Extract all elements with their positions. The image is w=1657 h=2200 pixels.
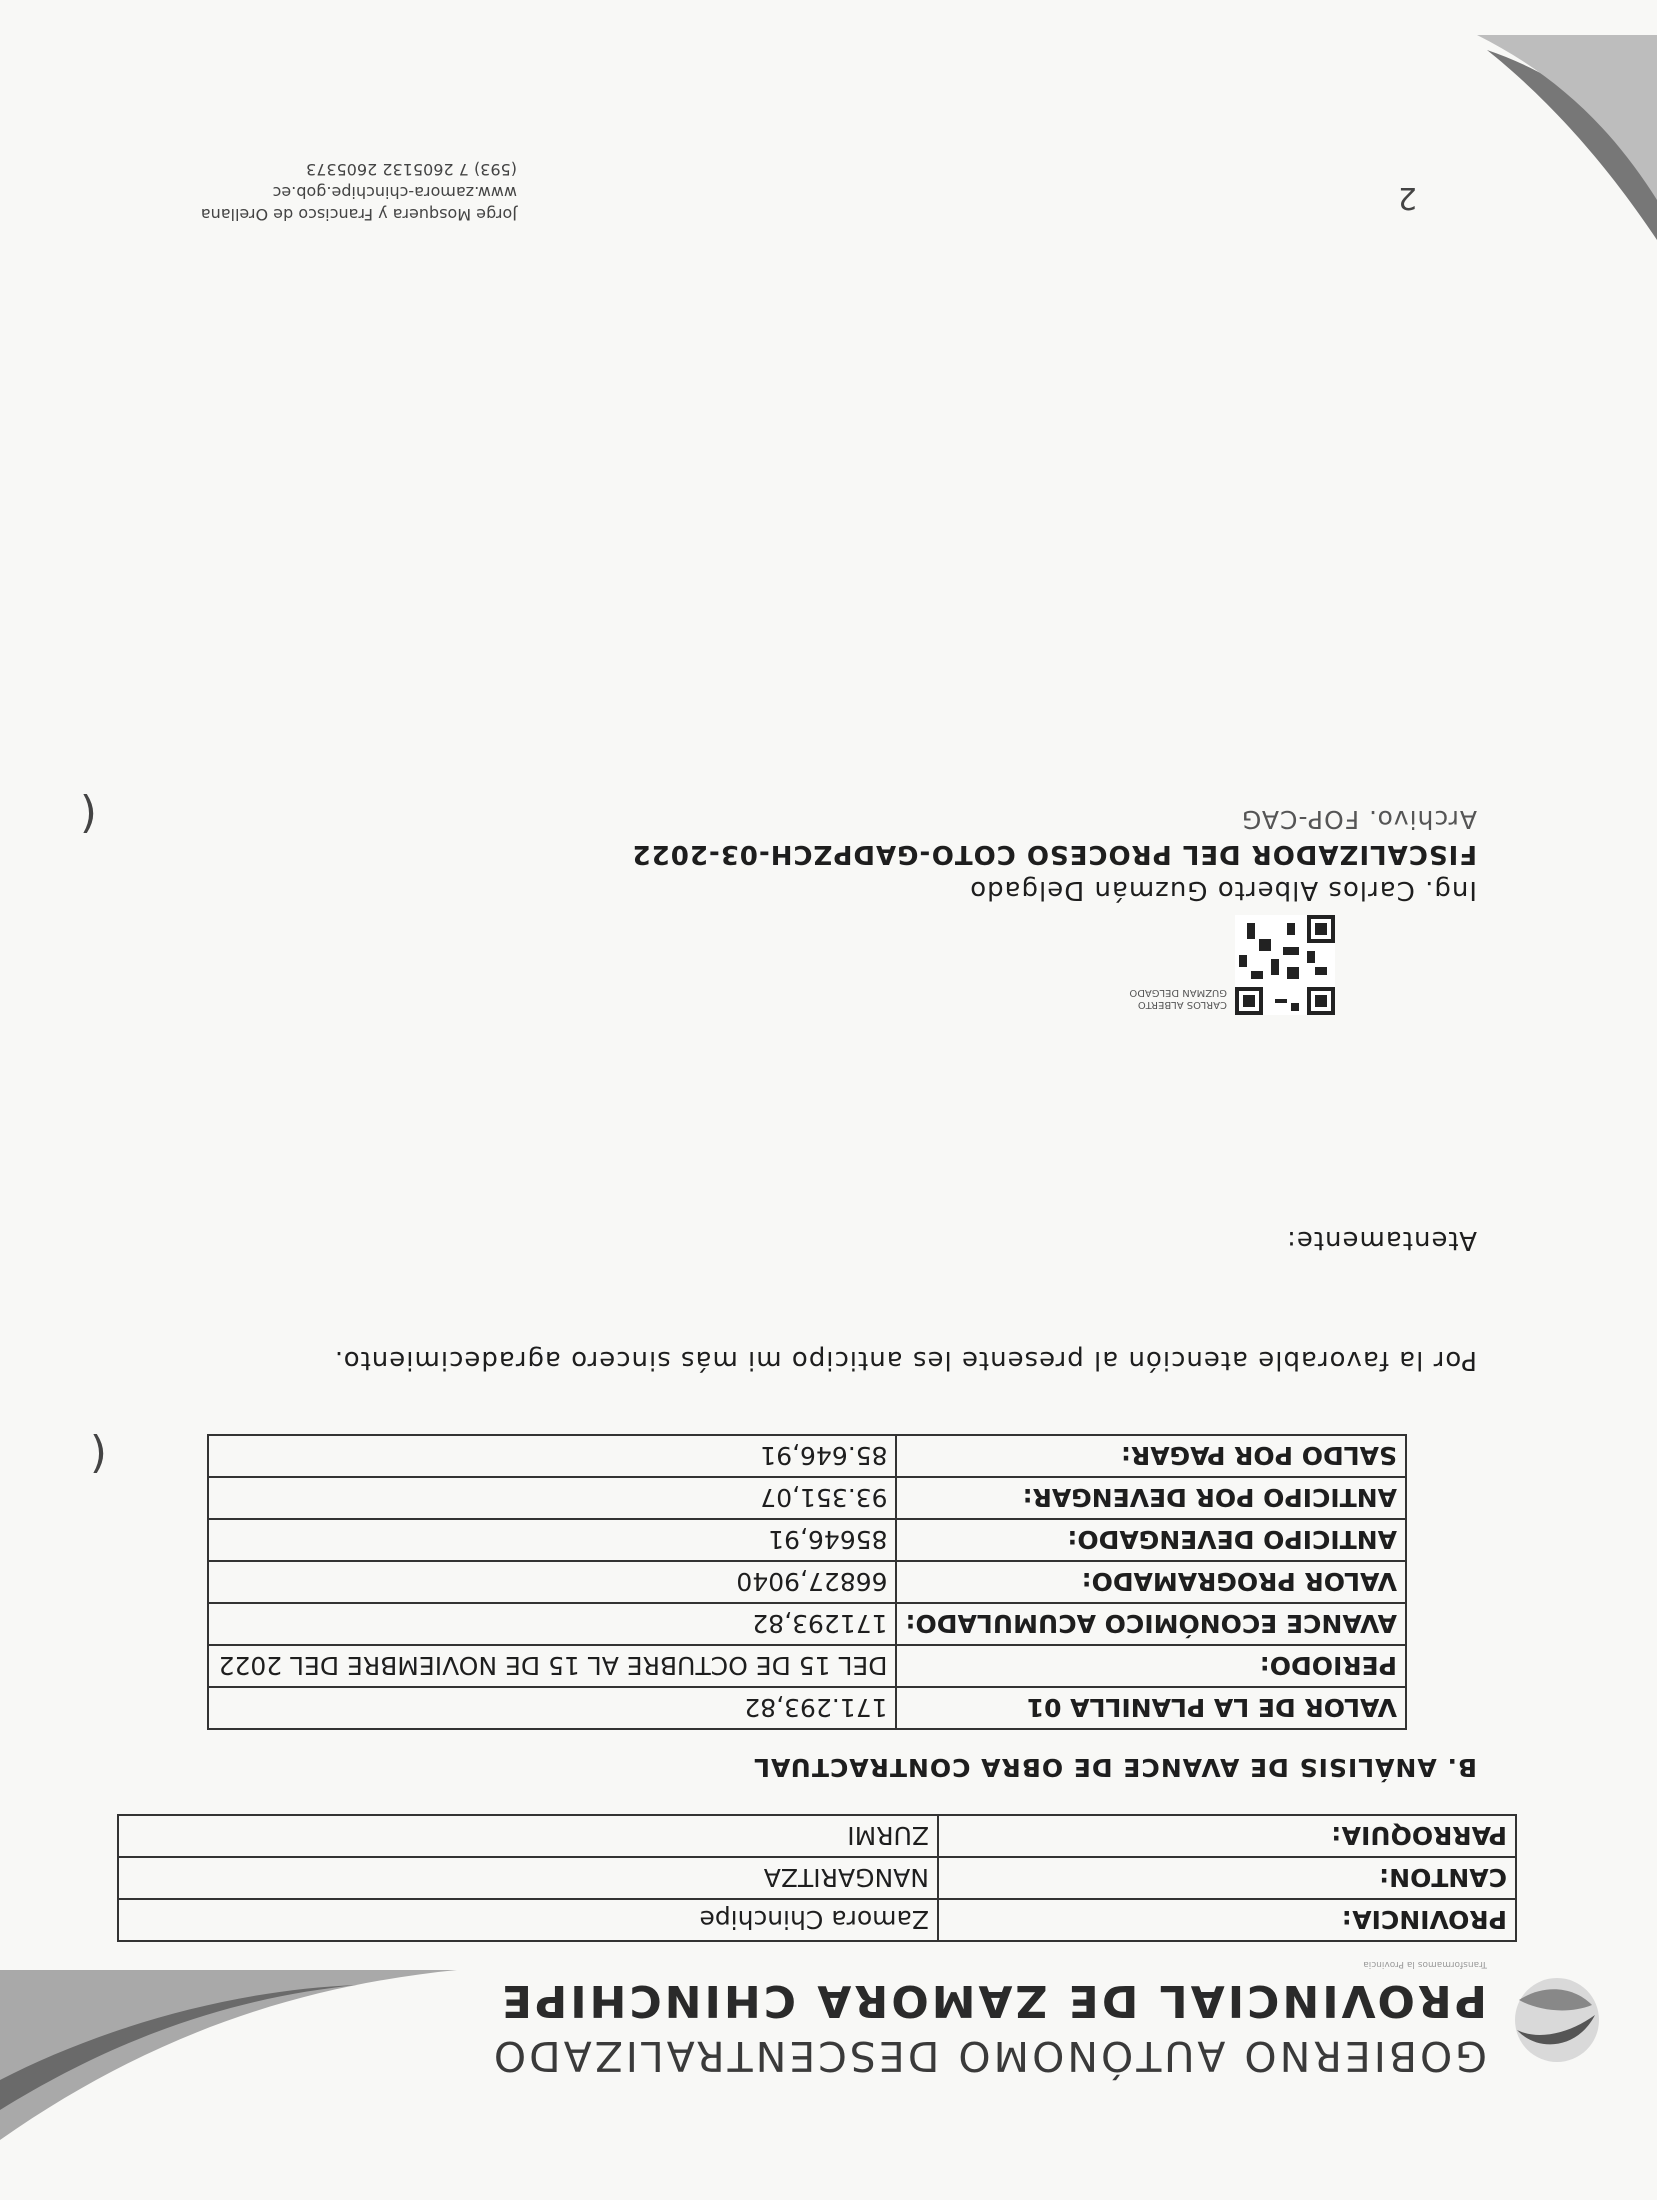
table-row: [208, 1477, 1406, 1519]
analysis-label: VALOR PROGRAMADO:: [897, 1561, 1407, 1603]
closing-salutation: Atentamente:: [1286, 1225, 1477, 1255]
location-label: CANTON:: [938, 1857, 1516, 1899]
location-value: NANGARITZA: [118, 1857, 938, 1899]
analysis-label: SALDO POR PAGAR:: [897, 1435, 1407, 1477]
page-number: 2: [1397, 180, 1417, 215]
institution-logo-icon: [1507, 1970, 1607, 2070]
analysis-value: 93.351,07: [208, 1477, 897, 1519]
table-row: [208, 1519, 1406, 1561]
analysis-value: 85.646,91: [208, 1435, 897, 1477]
table-row: [118, 1815, 1516, 1857]
table-row: [208, 1435, 1406, 1477]
table-row: [208, 1561, 1406, 1603]
letterhead: [187, 1959, 1487, 2080]
margin-bracket-mark: (: [79, 789, 97, 840]
signer-role: FISCALIZADOR DEL PROCESO COTO-GADPZCH-03-2022: [631, 839, 1477, 869]
archive-reference: Archivo. FOP-CAG: [1240, 805, 1477, 834]
footer-web: www.zamora-chinchipe.gob.ec: [272, 182, 517, 202]
location-table: [117, 1814, 1517, 1942]
table-row: [208, 1687, 1406, 1729]
analysis-value: 66827,9040: [208, 1561, 897, 1603]
header-tagline: Transformamos la Provincia: [1363, 1959, 1487, 1969]
closing-paragraph: Por la favorable atención al presente les anticipo mi más sincero agradecimiento.: [333, 1345, 1477, 1375]
header-title-line1: GOBIERNO AUTÓNOMO DESCENTRALIZADO: [490, 2032, 1487, 2080]
location-label: PARROQUIA:: [938, 1815, 1516, 1857]
analysis-value: DEL 15 DE OCTUBRE AL 15 DE NOVIEMBRE DEL 2022: [208, 1645, 897, 1687]
location-value: Zamora Chinchipe: [118, 1899, 938, 1941]
analysis-table: [207, 1434, 1407, 1730]
footer-contact: [201, 158, 517, 225]
footer-address: Jorge Mosquera y Francisco de Orellana: [200, 205, 517, 224]
location-label: PROVINCIA:: [938, 1899, 1516, 1941]
qr-caption-line2: GUZMAN DELGADO: [1129, 987, 1227, 998]
table-row: [118, 1899, 1516, 1941]
analysis-label: ANTICIPO POR DEVENGAR:: [897, 1477, 1407, 1519]
signature-qr-code-icon: [1235, 915, 1335, 1015]
table-row: [208, 1603, 1406, 1645]
section-b-title: B. ANÁLISIS DE AVANCE DE OBRA CONTRACTUAL: [753, 1753, 1477, 1782]
qr-signer-caption: [1107, 986, 1227, 1010]
analysis-value: 85646,91: [208, 1519, 897, 1561]
footer-swoosh-graphic: [0, 0, 1657, 310]
margin-bracket-mark: (: [89, 1429, 107, 1480]
analysis-label: PERIODO:: [897, 1645, 1407, 1687]
analysis-value: 171.293,82: [208, 1687, 897, 1729]
analysis-label: ANTICIPO DEVENGADO:: [897, 1519, 1407, 1561]
qr-caption-line1: CARLOS ALBERTO: [1137, 999, 1227, 1010]
analysis-label: AVANCE ECONÓMICO ACUMULADO:: [897, 1603, 1407, 1645]
table-row: [118, 1857, 1516, 1899]
location-value: ZURMI: [118, 1815, 938, 1857]
analysis-value: 171293,82: [208, 1603, 897, 1645]
header-title-line2: PROVINCIAL DE ZAMORA CHINCHIPE: [498, 1975, 1487, 2026]
analysis-label: VALOR DE LA PLANILLA 01: [897, 1687, 1407, 1729]
signer-name: Ing. Carlos Alberto Guzmán Delgado: [969, 875, 1477, 905]
footer-phone: (593) 7 2605132 2605373: [306, 160, 517, 180]
table-row: [208, 1645, 1406, 1687]
